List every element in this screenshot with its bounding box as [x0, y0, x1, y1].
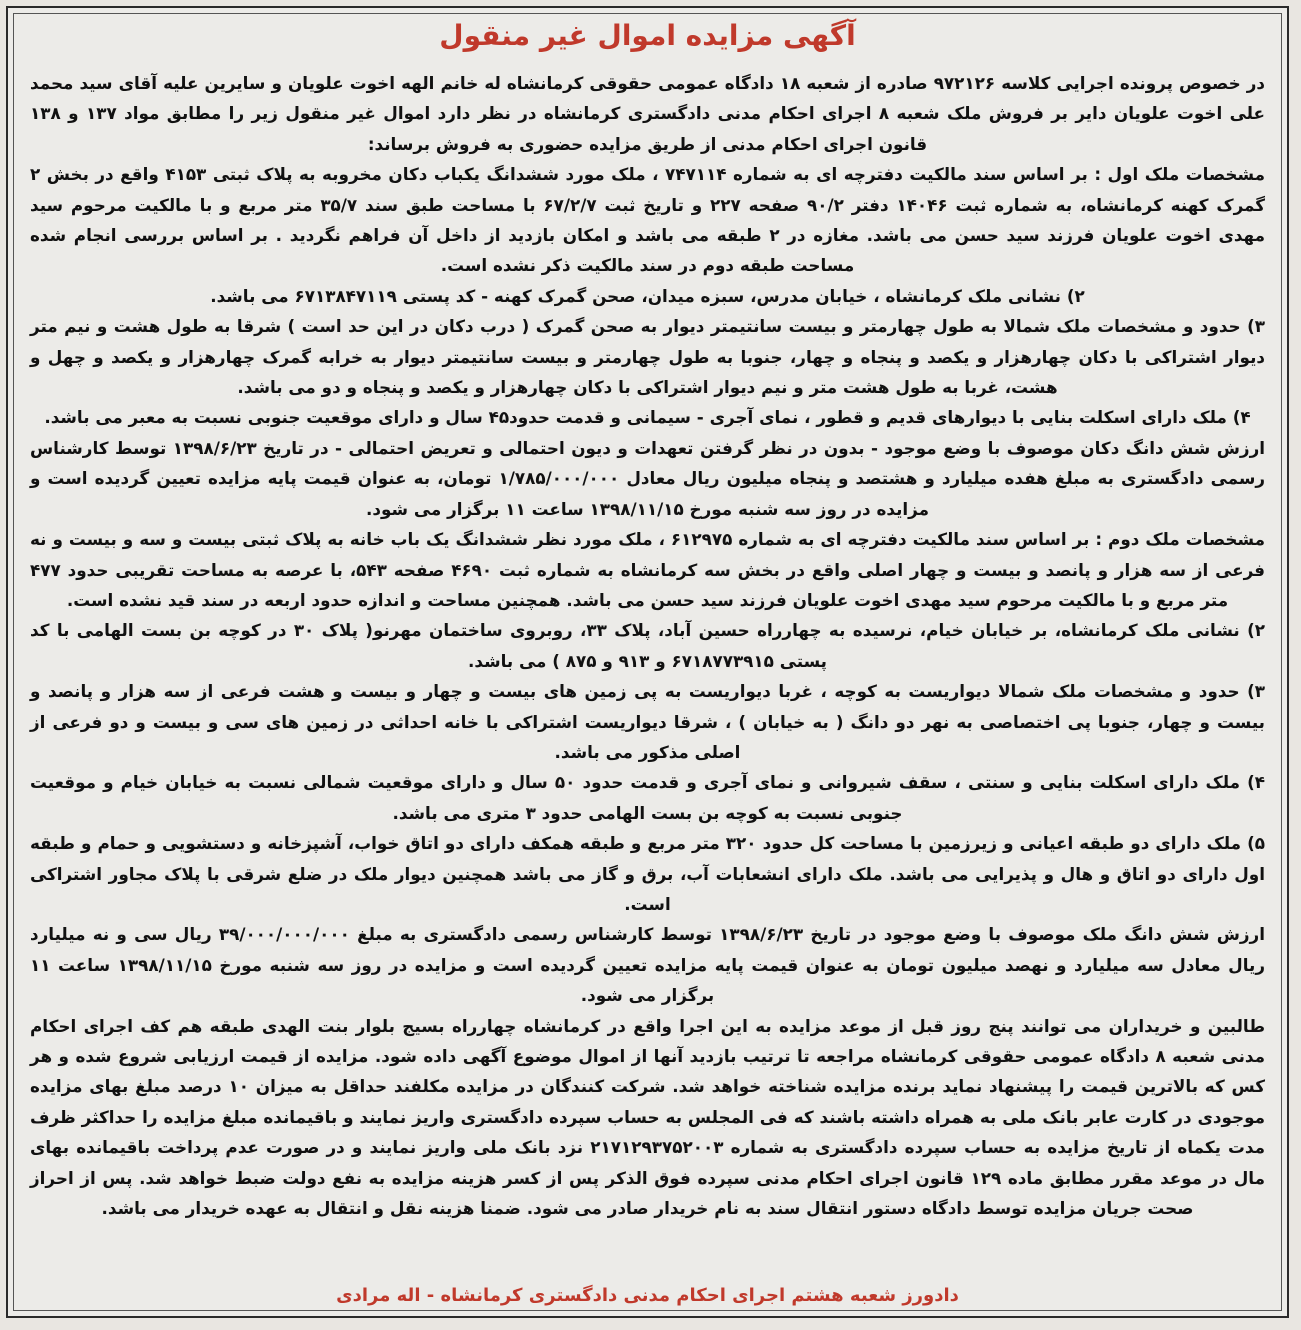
notice-signature: دادورز شعبه هشتم اجرای احکام مدنی دادگستری کرمانشاه - اله مرادی: [336, 1285, 959, 1306]
paragraph-property-2-structure: ۴) ملک دارای اسکلت بنایی و سنتی ، سقف شیروانی و نمای آجری و قدمت حدود ۵۰ سال و دارای موقعیت شمالی نسبت به خیابان خیام و موقعیت جنوبی نسبت به کوچه بن بست الهامی حدود ۳ متری می باشد.: [30, 772, 1265, 823]
paragraph-property-2: مشخصات ملک دوم : بر اساس سند مالکیت دفترچه ای به شماره ۶۱۲۹۷۵ ، ملک مورد نظر ششدانگ یک باب خانه به پلاک ثبتی بیست و سه و بیست و نه فرعی از سه هزار و پانصد و بیست و چهار اصلی واقع در بخش سه کرمانشاه به شماره ثبت ۴۶۹۰ صفحه ۵۴۳، با عرصه به مساحت تقریبی حدود ۴۷۷ متر مربع و با مالکیت مرحوم سید مهدی اخوت علویان فرزند سید حسن می باشد. همچنین مساحت و اندازه حدود اربعه در سند قید نشده است.: [30, 529, 1266, 610]
paragraph-property-2-boundaries: ۳) حدود و مشخصات ملک شمالا دیواریست به کوچه ، غربا دیواریست به پی زمین های بیست و چهار و بیست و هشت فرعی از سه هزار و پانصد و بیست و چهار، جنوبا پی اختصاصی به نهر دو دانگ ( به خیابان ) ، شرقا دیواریست اشتراکی با خانه احداثی در زمین های سی و بیست و دو فرعی از اصلی مذکور می باشد.: [30, 681, 1265, 762]
paragraph-conditions: طالبین و خریداران می توانند پنج روز قبل از موعد مزایده به این اجرا واقع در کرمانشاه چهارراه بسیج بلوار بنت الهدی طبقه هم کف اجرای احکام مدنی شعبه ۸ دادگاه عمومی حقوقی کرمانشاه مراجعه تا ترتیب بازدید آنها از اموال موضوع آگهی داده شود. مزایده از قیمت ارزیابی شروع شده و هر کس که بالاترین قیمت را پیشنهاد نماید برنده مزایده شناخته خواهد شد. شرکت کنندگان در مزایده مکلفند حداقل به میزان ۱۰ درصد مبلغ بهای مزایده موجودی در کارت عابر بانک ملی به همراه داشته باشند که فی المجلس به حساب سپرده دادگستری واریز نمایند و باقیمانده مبلغ مزایده را حداکثر ظرف مدت یکماه از تاریخ مزایده به حساب سپرده دادگستری به شماره ۲۱۷۱۲۹۳۷۵۲۰۰۳ نزد بانک ملی واریز نمایند و در صورت عدم پرداخت باقیمانده بهای مال در موعد مقرر مطابق ماده ۱۲۹ قانون اجرای احکام مدنی سپرده فوق الذکر پس از کسر هزینه مزایده به نفع دولت ضبط خواهد شد. پس از احراز صحت جریان مزایده توسط دادگاه دستور انتقال سند به نام خریدار صادر می شود. ضمنا هزینه نقل و انتقال به عهده خریدار می باشد.: [30, 1015, 1266, 1219]
notice-body: [30, 68, 1265, 1223]
paragraph-property-1-value: ارزش شش دانگ دکان موصوف با وضع موجود - بدون در نظر گرفتن تعهدات و دیون احتمالی و تعریض احتمالی - در تاریخ ۱۳۹۸/۶/۲۳ توسط کارشناس رسمی دادگستری به مبلغ هفده میلیارد و هشتصد و پنجاه میلیون ریال معادل ۱/۷۸۵/۰۰۰/۰۰۰ تومان، به عنوان قیمت پایه مزایده تعیین گردیده است و مزایده در روز سه شنبه مورخ ۱۳۹۸/۱۱/۱۵ ساعت ۱۱ برگزار می شود.: [30, 437, 1265, 519]
paragraph-property-1-boundaries: ۳) حدود و مشخصات ملک شمالا به طول چهارمتر و بیست سانتیمتر دیوار به صحن گمرک ( درب دکان در این حد است ) شرقا به طول هشت و نیم متر دیوار اشتراکی با دکان چهارهزار و یکصد و پنجاه و چهار، جنوبا به طول چهارمتر و بیست سانتیمتر دیوار به خرابه گمرک چهارهزار و یکصد و چهل و هشت، غربا به طول هشت متر و نیم دیوار اشتراکی با دکان چهارهزار و یکصد و پنجاه و دو می باشد.: [30, 316, 1265, 398]
paragraph-property-1: مشخصات ملک اول : بر اساس سند مالکیت دفترچه ای به شماره ۷۴۷۱۱۴ ، ملک مورد ششدانگ یکباب دکان مخروبه به پلاک ثبتی ۴۱۵۳ واقع در بخش ۲ گمرک کهنه کرمانشاه، به شماره ثبت ۱۴۰۴۶ دفتر ۹۰/۲ صفحه ۲۲۷ و تاریخ ثبت ۶۷/۲/۷ با مساحت طبق سند ۳۵/۷ متر مربع و با مالکیت مرحوم سید مهدی اخوت علویان فرزند سید حسن می باشد. مغازه در ۲ طبقه می باشد و امکان بازدید از داخل آن فراهم نگردید . بر اساس بررسی انجام شده مساحت طبقه دوم در سند مالکیت ذکر نشده است.: [30, 164, 1266, 276]
notice-frame: [6, 6, 1289, 1318]
paragraph-property-2-address: ۲) نشانی ملک کرمانشاه، بر خیابان خیام، نرسیده به چهارراه حسین آباد، پلاک ۳۳، روبروی ساختمان مهرنو( پلاک ۳۰ در کوچه بن بست الهامی با کد پستی ۶۷۱۸۷۷۳۹۱۵ و ۹۱۳ و ۸۷۵ ) می باشد.: [30, 620, 1265, 671]
paragraph-property-2-floors: ۵) ملک دارای دو طبقه اعیانی و زیرزمین با مساحت کل حدود ۳۲۰ متر مربع و طبقه همکف دارای دو اتاق خواب، آشپزخانه و دستشویی و حمام و طبقه اول دارای دو اتاق و هال و پذیرایی می باشد. ملک دارای انشعابات آب، برق و گاز می باشد همچنین دیوار ملک در ضلع شرقی با پلاک مجاور اشتراکی است.: [30, 833, 1265, 914]
paragraph-property-1-structure: ۴) ملک دارای اسکلت بنایی با دیوارهای قدیم و قطور ، نمای آجری - سیمانی و قدمت حدود۴۵ سال و دارای موقعیت جنوبی نسبت به معبر می باشد.: [44, 407, 1251, 428]
paragraph-property-2-value: ارزش شش دانگ ملک موصوف با وضع موجود در تاریخ ۱۳۹۸/۶/۲۳ توسط کارشناس رسمی دادگستری به مبلغ ۳۹/۰۰۰/۰۰۰/۰۰۰ ریال سی و نه میلیارد ریال معادل سه میلیارد و نهصد میلیون تومان به عنوان قیمت پایه مزایده تعیین گردیده است و مزایده در روز سه شنبه مورخ ۱۳۹۸/۱۱/۱۵ ساعت ۱۱ برگزار می شود.: [30, 924, 1265, 1006]
paragraph-property-1-address: ۲) نشانی ملک کرمانشاه ، خیابان مدرس، سبزه میدان، صحن گمرک کهنه - کد پستی ۶۷۱۳۸۴۷۱۱۹ می باشد.: [210, 285, 1085, 306]
paragraph-intro: در خصوص پرونده اجرایی کلاسه ۹۷۲۱۲۶ صادره از شعبه ۱۸ دادگاه عمومی حقوقی کرمانشاه له خانم الهه اخوت علویان و سایرین علیه آقای سید محمد علی اخوت علویان دایر بر فروش ملک شعبه ۸ اجرای احکام مدنی دادگستری کرمانشاه در نظر دارد اموال غیر منقول زیر را مطابق مواد ۱۳۷ و ۱۳۸ قانون اجرای احکام مدنی از طریق مزایده حضوری به فروش برساند:: [30, 73, 1266, 154]
notice-title: آگهی مزایده اموال غیر منقول: [439, 19, 856, 52]
